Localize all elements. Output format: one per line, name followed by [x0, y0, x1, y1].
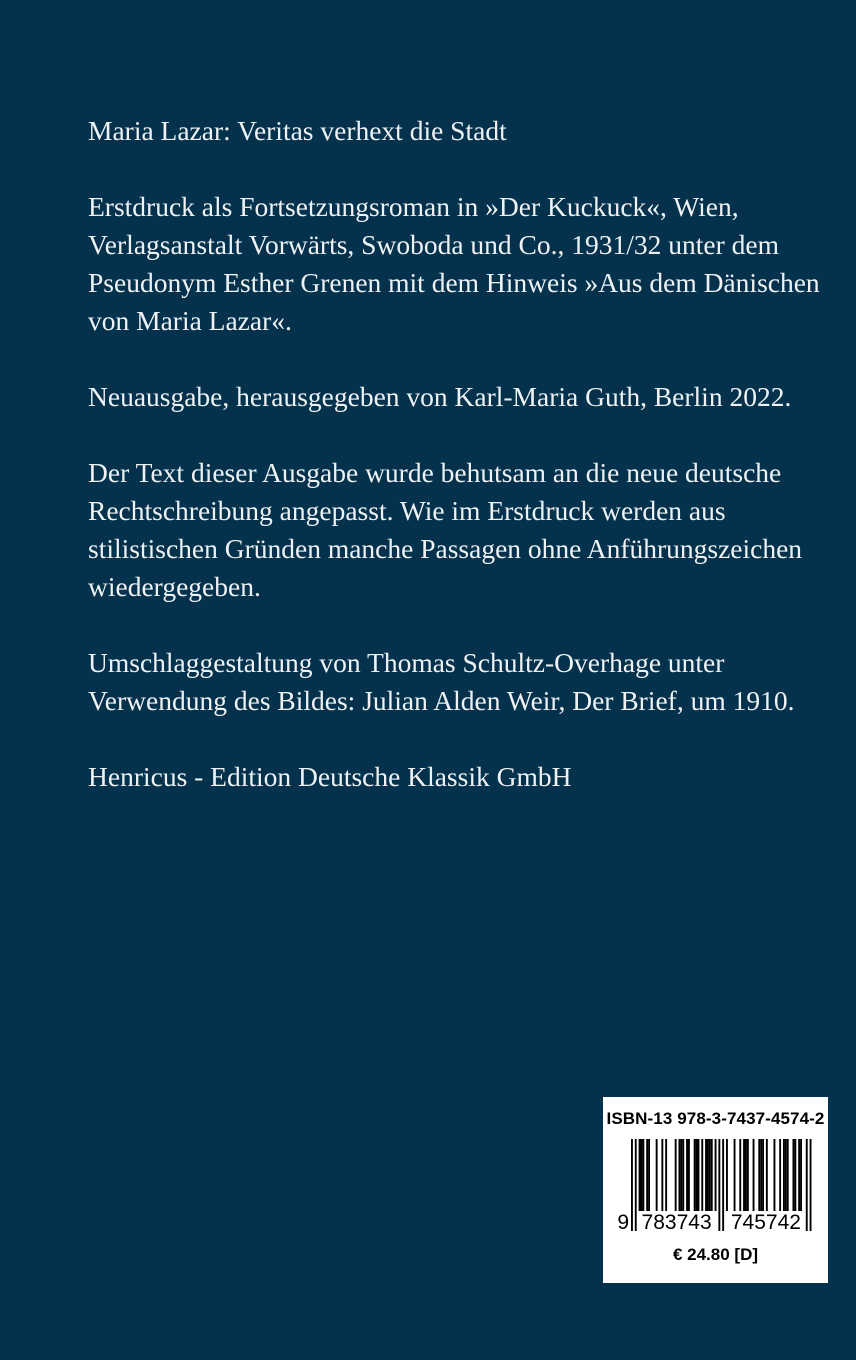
barcode-bar — [709, 1139, 711, 1211]
barcode-bar — [705, 1139, 707, 1211]
barcode-bar — [642, 1139, 644, 1211]
barcode-digit-first: 9 — [617, 1211, 629, 1231]
barcode-bar — [711, 1139, 713, 1211]
barcode-bar — [641, 1139, 643, 1211]
barcode-bar — [739, 1139, 741, 1211]
barcode-bar — [656, 1139, 658, 1211]
barcode-bar — [639, 1139, 641, 1211]
barcode-bar — [793, 1139, 795, 1211]
ean13-barcode — [617, 1139, 817, 1231]
barcode-bar — [707, 1139, 709, 1211]
barcode-bar — [779, 1139, 781, 1211]
barcode-bar — [698, 1139, 700, 1211]
barcode-bar — [646, 1139, 648, 1211]
barcode-bar — [726, 1139, 728, 1211]
barcode-bar — [785, 1139, 787, 1211]
barcode-bar — [747, 1139, 749, 1211]
barcode-bar — [798, 1139, 800, 1211]
publisher-name: Henricus - Edition Deutsche Klassik GmbH — [88, 761, 572, 792]
barcode-bar — [648, 1139, 650, 1211]
barcode-bar — [758, 1139, 760, 1211]
barcode-bar — [635, 1139, 637, 1231]
barcode-bar — [794, 1139, 796, 1211]
isbn-label: ISBN-13 978-3-7437-4574-2 — [606, 1109, 825, 1128]
imprint-text — [88, 112, 828, 834]
barcode-bar — [783, 1139, 785, 1211]
cover-design-note: Umschlaggestaltung von Thomas Schultz-Overhage unter Verwendung des Bildes: Julian Alden Weir, Der Brief, um 1910. — [88, 647, 795, 716]
barcode-bar — [760, 1139, 762, 1211]
barcode-bar — [661, 1139, 663, 1211]
barcode-bar — [688, 1139, 690, 1211]
barcode-bar — [766, 1139, 768, 1211]
barcode-bar — [806, 1139, 808, 1231]
barcode-bar — [679, 1139, 681, 1211]
title-line: Maria Lazar: Veritas verhext die Stadt — [88, 115, 507, 146]
isbn-barcode-box — [603, 1097, 828, 1283]
barcode-bar — [743, 1139, 745, 1211]
barcode-bar — [800, 1139, 802, 1211]
barcode-bar — [686, 1139, 688, 1211]
barcode-bar — [682, 1139, 684, 1211]
barcode-bar — [715, 1139, 717, 1211]
barcode-bar — [734, 1139, 736, 1211]
barcode-bar — [694, 1139, 696, 1211]
barcode-bar — [774, 1139, 776, 1211]
barcode-digits-left: 783743 — [641, 1211, 712, 1231]
barcode-bar — [665, 1139, 667, 1211]
new-edition-note: Neuausgabe, herausgegeben von Karl-Maria Guth, Berlin 2022. — [88, 381, 792, 412]
barcode-bar — [762, 1139, 764, 1211]
barcode-bar — [787, 1139, 789, 1211]
barcode-bar — [753, 1139, 755, 1211]
barcode-bar — [631, 1139, 633, 1231]
first-edition-note: Erstdruck als Fortsetzungsroman in »Der Kuckuck«, Wien, Verlagsanstalt Vorwärts, Swoboda und Co., 1931/32 unter dem Pseudonym Esther Grenen mit dem Hinweis »Aus dem Dänischen von Maria Lazar«. — [88, 191, 820, 336]
barcode-bar — [718, 1139, 720, 1231]
barcode-bar — [810, 1139, 812, 1231]
barcode-bar — [745, 1139, 747, 1211]
barcode-bar — [701, 1139, 703, 1211]
price-label: € 24.80 [D] — [672, 1245, 759, 1264]
barcode-bar — [680, 1139, 682, 1211]
orthography-note: Der Text dieser Ausgabe wurde behutsam an die neue deutsche Rechtschreibung angepasst. Wie im Erstdruck werden aus stilistischen Gründen manche Passagen ohne Anführungszeichen wiedergegeben. — [88, 457, 803, 602]
barcode-bar — [722, 1139, 724, 1231]
barcode-bar — [675, 1139, 677, 1211]
barcode-digits-right: 745742 — [730, 1211, 801, 1231]
barcode-bar — [696, 1139, 698, 1211]
